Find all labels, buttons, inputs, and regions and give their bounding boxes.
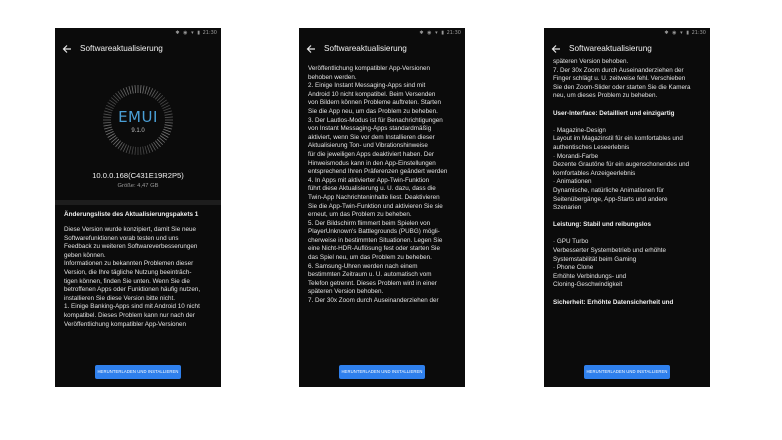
package-size: Größe: 4,47 GB bbox=[117, 183, 159, 189]
phone-screen-2 bbox=[299, 28, 465, 387]
text-line: entsprechend Ihren Präferenzen geändert werden bbox=[308, 168, 448, 176]
section-heading: User-Interface: Detailliert und einzigartig bbox=[553, 109, 675, 117]
emui-logo bbox=[98, 80, 178, 160]
download-install-button[interactable]: HERUNTERLADEN UND INSTALLIEREN bbox=[339, 365, 425, 379]
app-bar bbox=[55, 40, 221, 60]
text-line: Cloning-Geschwindigkeit bbox=[553, 281, 623, 289]
text-line: komfortables Anzeigeerlebnis bbox=[553, 169, 636, 177]
text-line: späteren Version behoben. bbox=[553, 58, 629, 65]
text-line: Erhöhte Verbindungs- und bbox=[553, 272, 627, 280]
text-line: 2. Einige Instant Messaging-Apps sind mit bbox=[308, 82, 426, 90]
text-line: Veröffentlichung kompatibler App-Versionen bbox=[308, 65, 431, 72]
text-line: 7. Der 30x Zoom durch Auseinanderziehen der bbox=[308, 297, 439, 305]
status-bar bbox=[544, 28, 710, 38]
scroll-fade bbox=[299, 346, 465, 364]
text-line: Telefon getrennt. Dieses Problem wird in einer bbox=[308, 279, 437, 287]
text-line: Feedback zu weiteren Softwareverbesserungen bbox=[64, 243, 198, 251]
text-line: bestimmten Zeitraum u. U. automatisch vom bbox=[308, 271, 432, 279]
text-line: · Magazine-Design bbox=[553, 126, 606, 134]
status-bar bbox=[299, 28, 465, 38]
changelog-text bbox=[64, 226, 213, 348]
text-line: installieren Sie diese Version bitte nicht. bbox=[64, 294, 175, 302]
build-number: 10.0.0.168(C431E19R2P5) bbox=[92, 171, 184, 180]
status-clock: 21:30 bbox=[691, 30, 706, 36]
text-line: das Spiel neu, um das Problem zu beheben. bbox=[308, 254, 432, 262]
page-title: Softwareaktualisierung bbox=[324, 44, 407, 53]
text-line: Diese Version wurde konzipiert, damit Sie neue bbox=[64, 226, 196, 233]
text-line: Seitenübergänge, App-Starts und andere bbox=[553, 195, 668, 203]
back-arrow-icon[interactable] bbox=[550, 43, 562, 55]
text-line: führt diese Aktualisierung u. U. dazu, dass die bbox=[308, 185, 436, 193]
text-line: Veröffentlichung kompatibler App-Versionen bbox=[64, 320, 187, 328]
app-bar bbox=[299, 40, 465, 60]
scroll-fade bbox=[544, 346, 710, 364]
status-icons: ✱ ◉ ▾ ▮ bbox=[175, 30, 201, 36]
changelog-title: Änderungsliste des Aktualisierungspakets 1 bbox=[64, 211, 199, 218]
text-line: späteren Version behoben. bbox=[308, 288, 384, 296]
text-line: · Phone Clone bbox=[553, 264, 594, 272]
back-arrow-icon[interactable] bbox=[61, 43, 73, 55]
text-line: Verbesserter Systembetrieb und erhöhte bbox=[553, 247, 667, 255]
text-line: Hinweismodus kann in den App-Einstellungen bbox=[308, 159, 436, 167]
text-line: 6. Samsung-Uhren werden nach einem bbox=[308, 262, 418, 270]
text-line: Android 10 nicht kompatibel. Beim Versenden bbox=[308, 90, 436, 98]
status-clock: 21:30 bbox=[446, 30, 461, 36]
text-line: erneut, um das Problem zu beheben. bbox=[308, 211, 412, 219]
text-line: cherweise in bestimmten Situationen. Legen Sie bbox=[308, 236, 443, 244]
text-line: authentisches Leseerlebnis bbox=[553, 143, 630, 151]
status-icons: ✱ ◉ ▾ ▮ bbox=[664, 30, 690, 36]
emui-logo-text: EMUI bbox=[118, 108, 158, 126]
app-bar bbox=[544, 40, 710, 60]
text-line: Dezente Grautöne für ein augenschonendes und bbox=[553, 161, 690, 169]
text-line: Finger schlägt u. U. zeitweise fehl. Verschieben bbox=[553, 75, 686, 83]
section-heading: Leistung: Stabil und reibungslos bbox=[553, 221, 651, 229]
download-install-button[interactable]: HERUNTERLADEN UND INSTALLIEREN bbox=[584, 365, 670, 379]
text-line: eine Nicht-HDR-Auflösung fest oder starten Sie bbox=[308, 245, 440, 253]
text-line: 3. Der Lautlos-Modus ist für Benachrichtigungen bbox=[308, 116, 443, 124]
text-line: Softwarefunktionen vorab testen und uns bbox=[64, 234, 179, 242]
text-line: von Instant Messaging-Apps standardmäßig bbox=[308, 125, 432, 133]
text-line: Szenarien bbox=[553, 204, 582, 212]
text-line: PlayerUnknown's Battlegrounds (PUBG) mögli- bbox=[308, 228, 440, 236]
text-line: 5. Der Bildschirm flimmert beim Spielen von bbox=[308, 219, 431, 227]
section-heading: Sicherheit: Erhöhte Datensicherheit und bbox=[553, 298, 674, 306]
phone-screen-3 bbox=[544, 28, 710, 387]
text-line: Sie die App-Twin-Funktion und aktivieren Sie sie bbox=[308, 202, 443, 210]
emui-version: 9.1.0 bbox=[131, 128, 145, 134]
status-bar bbox=[55, 28, 221, 38]
text-line: aktiviert, wenn Sie vor dem Installieren dieser bbox=[308, 133, 435, 141]
scroll-fade bbox=[55, 346, 221, 364]
changelog-text bbox=[553, 58, 702, 351]
text-line: Sie die App neu, um das Problem zu beheben. bbox=[308, 107, 438, 115]
text-line: 4. In Apps mit aktivierter App-Twin-Funktion bbox=[308, 176, 430, 184]
text-line: Layout im Magazinstil für ein komfortables und bbox=[553, 135, 683, 143]
text-line: Dynamische, natürliche Animationen für bbox=[553, 186, 664, 194]
text-line: tigen können, finden Sie unten. Wenn Sie die bbox=[64, 277, 190, 285]
text-line: · Animationen bbox=[553, 178, 592, 186]
page-title: Softwareaktualisierung bbox=[80, 44, 163, 53]
text-line: · Morandi-Farbe bbox=[553, 152, 599, 160]
text-line: Informationen zu bekannten Problemen dieser bbox=[64, 260, 194, 268]
section-divider bbox=[55, 200, 221, 205]
text-line: kompatibel. Dieses Problem kann nur nach der bbox=[64, 311, 195, 319]
text-line: 7. Der 30x Zoom durch Auseinanderziehen der bbox=[553, 66, 684, 74]
text-line: Sie den Zoom-Slider oder starten Sie die Kamera bbox=[553, 83, 691, 91]
text-line: behoben werden. bbox=[308, 73, 357, 81]
page-title: Softwareaktualisierung bbox=[569, 44, 652, 53]
text-line: Twin-App Nachrichteninhalte liest. Deaktivieren bbox=[308, 193, 440, 201]
status-clock: 21:30 bbox=[202, 30, 217, 36]
text-line: für die jeweiligen Apps deaktiviert haben. Der bbox=[308, 150, 435, 158]
status-icons: ✱ ◉ ▾ ▮ bbox=[419, 30, 445, 36]
text-line: · GPU Turbo bbox=[553, 238, 589, 246]
text-line: Systemstabilität beim Gaming bbox=[553, 255, 637, 263]
back-arrow-icon[interactable] bbox=[305, 43, 317, 55]
text-line: Version, die Ihre tägliche Nutzung beeinträch- bbox=[64, 268, 192, 276]
text-line: neu, um dieses Problem zu beheben. bbox=[553, 92, 658, 100]
text-line: betroffenen Apps oder Funktionen häufig nutzen, bbox=[64, 286, 201, 294]
phone-screen-1 bbox=[55, 28, 221, 387]
text-line: geben können. bbox=[64, 251, 106, 259]
download-install-button[interactable]: HERUNTERLADEN UND INSTALLIEREN bbox=[95, 365, 181, 379]
text-line: 1. Einige Banking-Apps sind mit Android 10 nicht bbox=[64, 303, 200, 311]
text-line: Aktualisierung Ton- und Vibrationshinweise bbox=[308, 142, 428, 150]
changelog-text bbox=[308, 65, 457, 351]
text-line: von Bildern können Probleme auftreten. Starten bbox=[308, 99, 442, 107]
